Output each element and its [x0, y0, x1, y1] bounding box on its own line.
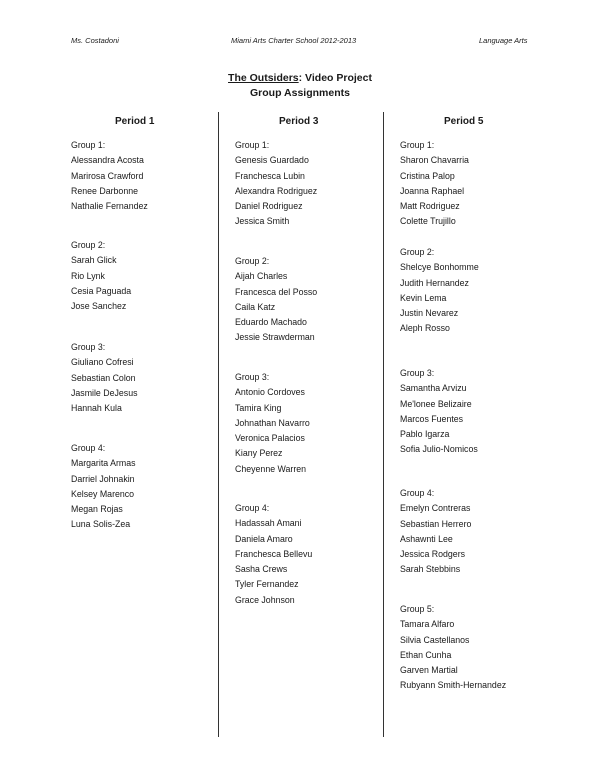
- student-name: Justin Nevarez: [400, 308, 459, 319]
- student-name: Hannah Kula: [71, 403, 122, 414]
- period-3-group-4: [235, 501, 312, 608]
- student-name: Eduardo Machado: [235, 317, 307, 328]
- subtitle: Group Assignments: [250, 87, 350, 99]
- group-label: Group 4:: [235, 503, 270, 513]
- project-title: : Video Project: [298, 72, 372, 84]
- period-5-group-2: [400, 245, 479, 337]
- student-name: Tyler Fernandez: [235, 579, 299, 590]
- student-name: Sofia Julio-Nomicos: [400, 444, 478, 455]
- student-name: Sebastian Herrero: [400, 518, 472, 529]
- book-title: The Outsiders: [228, 72, 299, 84]
- group-label: Group 4:: [400, 488, 435, 498]
- student-name: Francesca del Posso: [235, 286, 318, 297]
- student-name: Renee Darbonne: [71, 185, 139, 196]
- student-name: Alexandra Rodriguez: [235, 185, 318, 196]
- period-5-group-3: [400, 366, 478, 458]
- subject-name: Language Arts: [479, 36, 528, 45]
- group-label: Group 3:: [235, 372, 270, 382]
- student-name: Daniela Amaro: [235, 533, 293, 544]
- page-header: [0, 36, 600, 48]
- period-1-group-2: [71, 238, 131, 314]
- student-name: Hadassah Amani: [235, 518, 302, 529]
- student-name: Jessica Rodgers: [400, 549, 466, 560]
- student-name: Franchesca Bellevu: [235, 548, 313, 559]
- student-name: Emelyn Contreras: [400, 503, 471, 514]
- student-name: Ashawnti Lee: [400, 533, 453, 544]
- group-label: Group 2:: [400, 247, 435, 257]
- student-name: Kevin Lema: [400, 292, 447, 303]
- student-name: Giuliano Cofresi: [71, 357, 134, 368]
- title-line: [0, 71, 600, 86]
- student-name: Nathalie Fernandez: [71, 201, 148, 212]
- student-name: Sarah Glick: [71, 255, 117, 266]
- student-name: Sebastian Colon: [71, 372, 136, 383]
- student-name: Alessandra Acosta: [71, 155, 144, 166]
- period-1-group-4: [71, 441, 136, 533]
- period-1-group-1: [71, 138, 148, 214]
- period-5-heading: Period 5: [444, 116, 484, 127]
- student-name: Samantha Arvizu: [400, 383, 467, 394]
- student-name: Matt Rodriguez: [400, 201, 460, 212]
- school-name: Miami Arts Charter School 2012-2013: [231, 36, 357, 45]
- student-name: Marcos Fuentes: [400, 413, 464, 424]
- student-name: Sasha Crews: [235, 564, 288, 575]
- student-name: Me'lonee Belizaire: [400, 398, 472, 409]
- group-label: Group 3:: [400, 368, 435, 378]
- student-name: Darriel Johnakin: [71, 473, 135, 484]
- student-name: Kelsey Marenco: [71, 488, 135, 499]
- period-3-group-2: [235, 254, 317, 346]
- period-5-group-1: [400, 138, 469, 230]
- document-title: [0, 71, 600, 101]
- student-name: Rubyann Smith-Hernandez: [400, 680, 507, 691]
- student-name: Colette Trujillo: [400, 216, 456, 227]
- student-name: Tamira King: [235, 402, 282, 413]
- student-name: Joanna Raphael: [400, 185, 465, 196]
- student-name: Aijah Charles: [235, 271, 288, 282]
- student-name: Sarah Stebbins: [400, 564, 461, 575]
- period-3-heading: Period 3: [279, 116, 319, 127]
- column-divider-right: [383, 112, 384, 737]
- student-name: Pablo Igarza: [400, 429, 450, 440]
- period-5-group-5: [400, 602, 506, 694]
- student-name: Caila Katz: [235, 301, 276, 312]
- group-label: Group 2:: [235, 256, 270, 266]
- student-name: Margarita Armas: [71, 458, 136, 469]
- student-name: Jessie Strawderman: [235, 332, 315, 343]
- student-name: Kiany Perez: [235, 448, 283, 459]
- student-name: Luna Solis-Zea: [71, 519, 131, 530]
- student-name: Jessica Smith: [235, 216, 290, 227]
- student-name: Veronica Palacios: [235, 433, 305, 444]
- teacher-name: Ms. Costadoni: [71, 36, 119, 45]
- period-1-heading: Period 1: [115, 116, 155, 127]
- group-label: Group 5:: [400, 604, 435, 614]
- student-name: Jose Sanchez: [71, 301, 127, 312]
- period-1-group-3: [71, 340, 138, 416]
- period-3-group-3: [235, 370, 310, 477]
- student-name: Cheyenne Warren: [235, 463, 307, 474]
- student-name: Rio Lynk: [71, 270, 105, 281]
- column-divider-left: [218, 112, 219, 737]
- group-label: Group 1:: [400, 140, 435, 150]
- group-label: Group 1:: [71, 140, 106, 150]
- student-name: Shelcye Bonhomme: [400, 262, 479, 273]
- student-name: Grace Johnson: [235, 594, 295, 605]
- student-name: Genesis Guardado: [235, 155, 309, 166]
- student-name: Silvia Castellanos: [400, 634, 470, 645]
- student-name: Daniel Rodriguez: [235, 201, 303, 212]
- student-name: Judith Hernandez: [400, 277, 469, 288]
- group-label: Group 2:: [71, 240, 106, 250]
- group-label: Group 1:: [235, 140, 270, 150]
- group-label: Group 4:: [71, 443, 106, 453]
- student-name: Johnathan Navarro: [235, 417, 310, 428]
- student-name: Garven Martial: [400, 665, 458, 676]
- student-name: Sharon Chavarria: [400, 155, 469, 166]
- student-name: Aleph Rosso: [400, 323, 450, 334]
- group-label: Group 3:: [71, 342, 106, 352]
- student-name: Franchesca Lubin: [235, 170, 305, 181]
- student-name: Cesia Paguada: [71, 285, 132, 296]
- student-name: Tamara Alfaro: [400, 619, 455, 630]
- student-name: Megan Rojas: [71, 504, 123, 515]
- student-name: Cristina Palop: [400, 170, 455, 181]
- student-name: Ethan Cunha: [400, 649, 452, 660]
- student-name: Antonio Cordoves: [235, 387, 305, 398]
- student-name: Marirosa Crawford: [71, 170, 144, 181]
- student-name: Jasmile DeJesus: [71, 387, 138, 398]
- period-3-group-1: [235, 138, 317, 230]
- period-5-group-4: [400, 486, 471, 578]
